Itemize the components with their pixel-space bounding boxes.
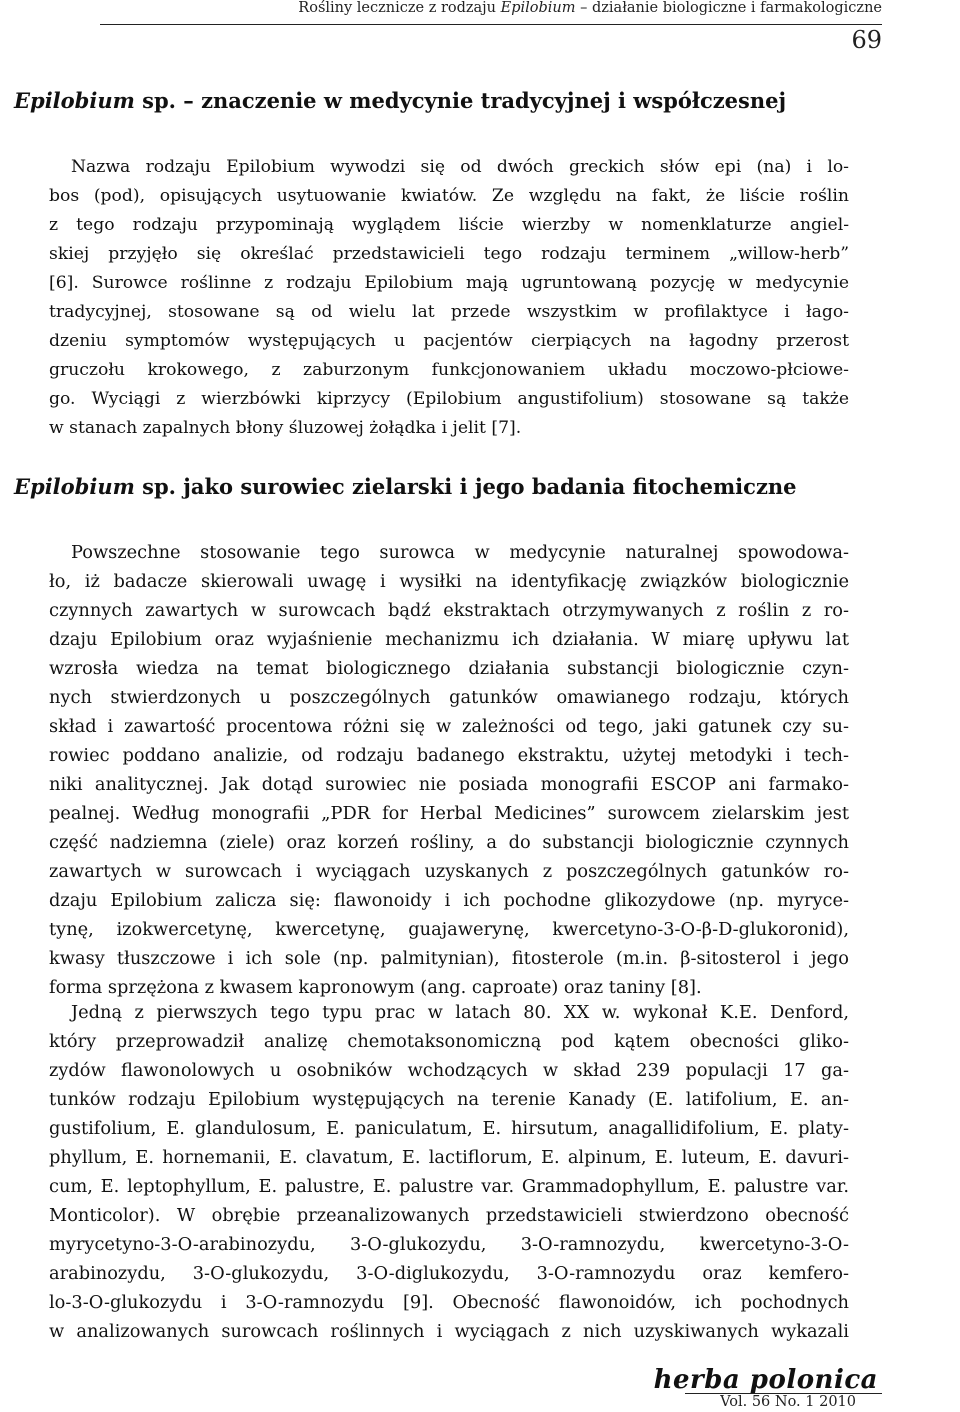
journal-logo: herba polonica	[653, 1365, 878, 1395]
volume-info: Vol. 56 No. 1 2010	[720, 1394, 856, 1410]
running-title-pre: Rośliny lecznicze z rodzaju	[298, 0, 501, 16]
text-line: zawartych w surowcach i wyciągach uzyskanych z poszczególnych gatunków ro-	[49, 861, 849, 882]
text-line: część nadziemna (ziele) oraz korzeń rośliny, a do substancji biologicznie czynnych	[49, 832, 849, 853]
text-line: skład i zawartość procentowa różni się w zależności od tego, jaki gatunek czy su-	[49, 716, 849, 737]
text-line: gruczołu krokowego, z zaburzonym funkcjonowaniem układu moczowo-płciowe-	[49, 360, 849, 380]
text-line: dzeniu symptomów występujących u pacjentów cierpiących na łagodny przerost	[49, 331, 849, 351]
page-number: 69	[851, 26, 882, 54]
text-line: kwasy tłuszczowe i ich sole (np. palmitynian), fitosterole (m.in. β-sitosterol i jego	[49, 948, 849, 969]
text-line: nych stwierdzonych u poszczególnych gatunków omawianego rodzaju, których	[49, 687, 849, 708]
text-line: z tego rodzaju przypominają wyglądem liście wierzby w nomenklaturze angiel-	[49, 215, 849, 235]
text-line: [6]. Surowce roślinne z rodzaju Epilobium mają ugruntowaną pozycję w medycynie	[49, 273, 849, 293]
text-line: wzrosła wiedza na temat biologicznego działania substancji biologicznie czyn-	[49, 658, 849, 679]
text-line: skiej przyjęło się określać przedstawicieli tego rodzaju terminem „willow-herb”	[49, 244, 849, 264]
paragraph-traditional-medicine	[49, 153, 849, 443]
text-line: tradycyjnej, stosowane są od wielu lat przede wszystkim w profilaktyce i łago-	[49, 302, 849, 322]
text-line: Nazwa rodzaju Epilobium wywodzi się od dwóch greckich słów epi (na) i lo-	[71, 157, 849, 177]
paragraph-herbal-raw-material	[49, 538, 849, 1002]
text-line: Monticolor). W obrębie przeanalizowanych przedstawicieli stwierdzono obecność	[49, 1205, 849, 1226]
text-line: pealnej. Według monografii „PDR for Herbal Medicines” surowcem zielarskim jest	[49, 803, 849, 824]
text-line: dzaju Epilobium zalicza się: flawonoidy i ich pochodne glikozydowe (np. myryce-	[49, 890, 849, 911]
heading-genus: Epilobium	[14, 88, 135, 113]
text-line: forma sprzężona z kwasem kapronowym (ang. caproate) oraz taniny [8].	[49, 977, 702, 998]
text-line: czynnych zawartych w surowcach bądź ekstraktach otrzymywanych z roślin z ro-	[49, 600, 849, 621]
text-line: tynę, izokwercetynę, kwercetynę, guajawerynę, kwercetyno-3-O-β-D-glukoronid),	[49, 919, 849, 940]
heading-text: sp. jako surowiec zielarski i jego badania fitochemiczne	[134, 474, 797, 499]
text-line: ło, iż badacze skierowali uwagę i wysiłki na identyfikację związków biologicznie	[49, 571, 849, 592]
text-line: Jedną z pierwszych tego typu prac w latach 80. XX w. wykonał K.E. Denford,	[71, 1002, 849, 1023]
section-heading-traditional-medicine	[14, 88, 786, 114]
running-header	[100, 0, 882, 25]
heading-text: sp. – znaczenie w medycynie tradycyjnej i współczesnej	[134, 88, 787, 113]
text-line: go. Wyciągi z wierzbówki kiprzycy (Epilobium angustifolium) stosowane są także	[49, 389, 849, 409]
text-line: tunków rodzaju Epilobium występujących na terenie Kanady (E. latifolium, E. an-	[49, 1089, 849, 1110]
text-line: który przeprowadził analizę chemotaksonomiczną pod kątem obecności gliko-	[49, 1031, 849, 1052]
text-line: lo-3-O-glukozydu i 3-O-ramnozydu [9]. Obecność flawonoidów, ich pochodnych	[49, 1292, 849, 1313]
text-line: phyllum, E. hornemanii, E. clavatum, E. lactiflorum, E. alpinum, E. luteum, E. davuri-	[49, 1147, 849, 1168]
text-line: dzaju Epilobium oraz wyjaśnienie mechanizmu ich działania. W miarę upływu lat	[49, 629, 849, 650]
running-title-genus: Epilobium	[500, 0, 576, 16]
text-line: w analizowanych surowcach roślinnych i wyciągach z nich uzyskiwanych wykazali	[49, 1321, 849, 1342]
text-line: myrycetyno-3-O-arabinozydu, 3-O-glukozydu, 3-O-ramnozydu, kwercetyno-3-O-	[49, 1234, 849, 1255]
text-line: gustifolium, E. glandulosum, E. paniculatum, E. hirsutum, anagallidifolium, E. platy-	[49, 1118, 849, 1139]
text-line: zydów flawonolowych u osobników wchodzących w skład 239 populacji 17 ga-	[49, 1060, 849, 1081]
text-line: w stanach zapalnych błony śluzowej żołądka i jelit [7].	[49, 418, 522, 438]
text-line: rowiec poddano analizie, od rodzaju badanego ekstraktu, użytej metodyki i tech-	[49, 745, 849, 766]
running-title-post: – działanie biologiczne i farmakologiczne	[575, 0, 882, 16]
paragraph-denford-study	[49, 998, 849, 1346]
text-line: Powszechne stosowanie tego surowca w medycynie naturalnej spowodowa-	[71, 542, 849, 563]
text-line: niki analitycznej. Jak dotąd surowiec nie posiada monografii ESCOP ani farmako-	[49, 774, 849, 795]
text-line: bos (pod), opisujących usytuowanie kwiatów. Ze względu na fakt, że liście roślin	[49, 186, 849, 206]
heading-genus: Epilobium	[14, 474, 135, 499]
text-line: cum, E. leptophyllum, E. palustre, E. palustre var. Grammadophyllum, E. palustre var.	[49, 1176, 849, 1197]
section-heading-phytochemistry	[14, 474, 797, 500]
text-line: arabinozydu, 3-O-glukozydu, 3-O-diglukozydu, 3-O-ramnozydu oraz kemfero-	[49, 1263, 849, 1284]
